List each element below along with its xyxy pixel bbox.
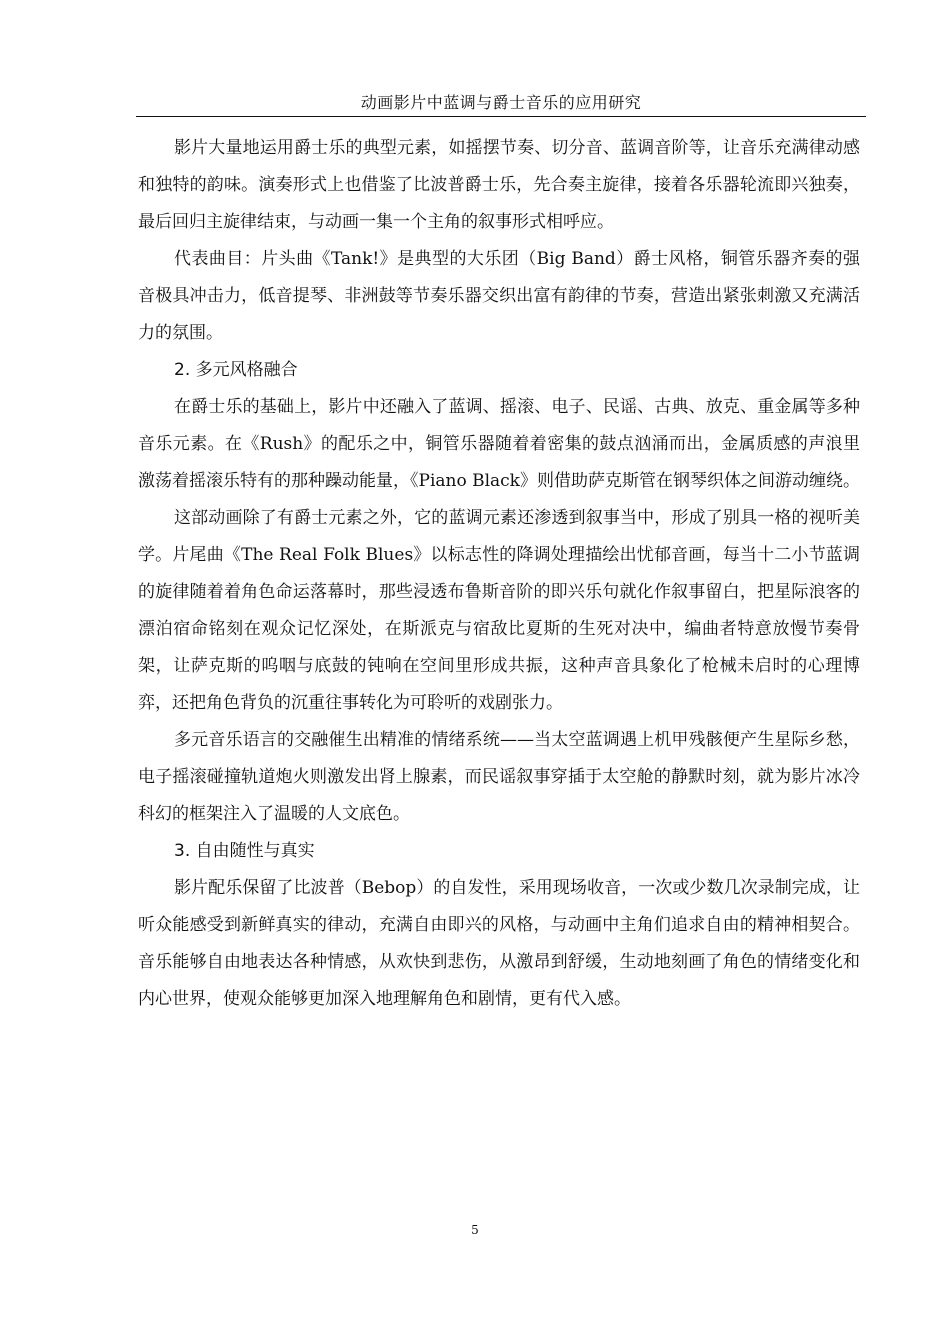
page-number: 5 [471, 1223, 479, 1237]
paragraph-bebop-spontaneity: 影片配乐保留了比波普（Bebop）的自发性，采用现场收音，一次或少数几次录制完成，让听众能感受到新鲜真实的律动，充满自由即兴的风格，与动画中主角们追求自由的精神相契合。音乐能够自由地表达各种情感，从欢快到悲伤，从激昂到舒缓，生动地刻画了角色的情绪变化和内心世界，使观众能够更加深入地理解角色和剧情，更有代入感。 [138, 878, 860, 1009]
section-heading-diverse-styles: 2. 多元风格融合 [174, 360, 298, 380]
paragraph-style-fusion: 在爵士乐的基础上，影片中还融入了蓝调、摇滚、电子、民谣、古典、放克、重金属等多种音乐元素。在《Rush》的配乐之中，铜管乐器随着着密集的鼓点汹涌而出，金属质感的声浪里激荡着摇滚乐特有的那种躁动能量，《Piano Black》则借助萨克斯管在钢琴织体之间游动缠绕。 [138, 397, 860, 491]
paragraph-representative-tracks: 代表曲目：片头曲《Tank!》是典型的大乐团（Big Band）爵士风格，铜管乐器齐奏的强音极具冲击力，低音提琴、非洲鼓等节奏乐器交织出富有韵律的节奏，营造出紧张刺激又充满活力的氛围。 [138, 249, 860, 343]
paragraph-jazz-elements: 影片大量地运用爵士乐的典型元素，如摇摆节奏、切分音、蓝调音阶等，让音乐充满律动感和独特的韵味。演奏形式上也借鉴了比波普爵士乐，先合奏主旋律，接着各乐器轮流即兴独奏，最后回归主旋律结束，与动画一集一个主角的叙事形式相呼应。 [138, 138, 860, 232]
section-heading-freedom: 3. 自由随性与真实 [174, 841, 315, 861]
paragraph-emotional-system: 多元音乐语言的交融催生出精准的情绪系统——当太空蓝调遇上机甲残骸便产生星际乡愁，电子摇滚碰撞轨道炮火则激发出肾上腺素，而民谣叙事穿插于太空舱的静默时刻，就为影片冰冷科幻的框架注入了温暖的人文底色。 [138, 730, 860, 824]
paragraph-blues-narrative: 这部动画除了有爵士元素之外，它的蓝调元素还渗透到叙事当中，形成了别具一格的视听美学。片尾曲《The Real Folk Blues》以标志性的降调处理描绘出忧郁音画，每当十二小节蓝调的旋律随着着角色命运落幕时，那些浸透布鲁斯音阶的即兴乐句就化作叙事留白，把星际浪客的漂泊宿命铭刻在观众记忆深处，在斯派克与宿敌比夏斯的生死对决中，编曲者特意放慢节奏骨架，让萨克斯的呜咽与底鼓的钝响在空间里形成共振，这种声音具象化了枪械未启时的心理博弈，还把角色背负的沉重往事转化为可聆听的戏剧张力。 [138, 508, 860, 713]
header-divider [136, 116, 866, 117]
running-header: 动画影片中蓝调与爵士音乐的应用研究 [360, 93, 642, 112]
document-body [138, 130, 860, 1018]
